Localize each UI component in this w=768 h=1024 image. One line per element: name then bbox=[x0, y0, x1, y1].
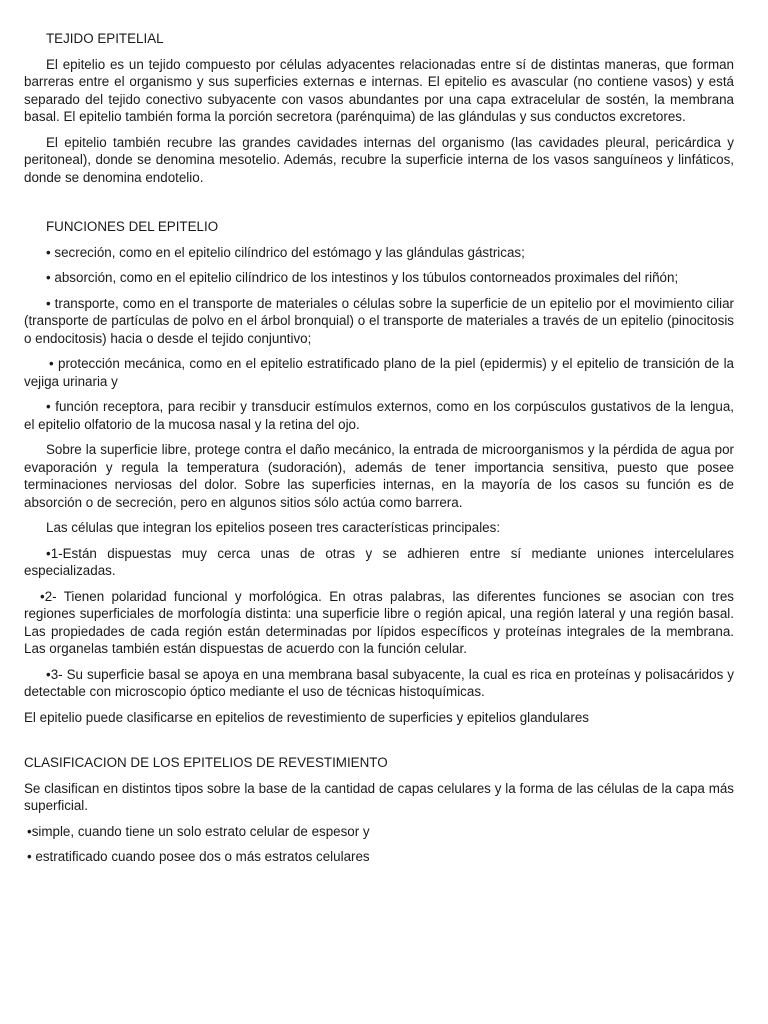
list-item-absorcion: • absorción, como en el epitelio cilíndrico de los intestinos y los túbulos contorneados proximales del riñón; bbox=[46, 270, 679, 285]
paragraph-intro: El epitelio es un tejido compuesto por células adyacentes relacionadas entre sí de distintas maneras, que forman barreras entre el organismo y sus superficies externas e internas. El epitelio es avascular (no contiene vasos) y está separado del tejido conectivo subyacente con vasos abundantes por una capa extracelular de sostén, la membrana basal. El epitelio también forma la porción secretora (parénquima) de las glándulas y sus conductos excretores. bbox=[24, 56, 734, 124]
paragraph-clasificacion: El epitelio puede clasificarse en epitelios de revestimiento de superficies y epitelios glandulares bbox=[24, 709, 589, 725]
list-item-proteccion: • protección mecánica, como en el epitelio estratificado plano de la piel (epidermis) y el epitelio de transición de la vejiga urinaria y bbox=[24, 356, 734, 389]
paragraph-tipos: Se clasifican en distintos tipos sobre la base de la cantidad de capas celulares y la forma de las células de la capa más superficial. bbox=[24, 780, 734, 813]
paragraph-superficie-libre: Sobre la superficie libre, protege contra el daño mecánico, la entrada de microorganismos y la pérdida de agua por evaporación y regula la temperatura (sudoración), además de tener importancia sensitiva, puesto que posee terminaciones nerviosas del dolor. Sobre las superficies internas, en la mayoría de los casos su función es de absorción o de secreción, pero en algunos sitios sólo actúa como barrera. bbox=[24, 442, 734, 510]
list-item-simple: •simple, cuando tiene un solo estrato celular de espesor y bbox=[27, 823, 370, 839]
section-title-funciones: FUNCIONES DEL EPITELIO bbox=[46, 219, 219, 234]
feature-item-1: •1-Están dispuestas muy cerca unas de otras y se adhieren entre sí mediante uniones intercelulares especializadas. bbox=[24, 545, 734, 578]
list-item-transporte: • transporte, como en el transporte de materiales o células sobre la superficie de un epitelio por el movimiento ciliar (transporte de partículas de polvo en el árbol bronquial) o el transporte de materiales a través de un epitelio (pinocitosis o endocitosis) hacia o desde el tejido conjuntivo; bbox=[24, 295, 734, 346]
feature-item-3: •3- Su superficie basal se apoya en una membrana basal subyacente, la cual es rica en proteínas y polisacáridos y detectable con microscopio óptico mediante el uso de técnicas histoquímicas. bbox=[24, 666, 734, 699]
section-title-clasificacion: CLASIFICACION DE LOS EPITELIOS DE REVESTIMIENTO bbox=[24, 755, 388, 770]
feature-item-2: •2- Tienen polaridad funcional y morfológica. En otras palabras, las diferentes funciones se asocian con tres regiones superficiales de morfología distinta: una superficie libre o región apical, una región lateral y una región basal. Las propiedades de cada región están determinadas por lípidos específicos y proteínas integrales de la membrana. Las organelas también están dispuestas de acuerdo con la función celular. bbox=[24, 588, 734, 656]
document-page bbox=[24, 30, 734, 874]
list-item-estratificado: • estratificado cuando posee dos o más estratos celulares bbox=[27, 849, 370, 864]
list-item-secrecion: • secreción, como en el epitelio cilíndrico del estómago y las glándulas gástricas; bbox=[46, 244, 525, 260]
paragraph-mesotelio: El epitelio también recubre las grandes cavidades internas del organismo (las cavidades pleural, pericárdica y peritoneal), donde se denomina mesotelio. Además, recubre la superficie interna de los vasos sanguíneos y linfáticos, donde se denomina endotelio. bbox=[24, 134, 734, 185]
section-title-tejido-epitelial: TEJIDO EPITELIAL bbox=[46, 31, 164, 46]
paragraph-caracteristicas: Las células que integran los epitelios poseen tres características principales: bbox=[46, 520, 501, 535]
list-item-receptora: • función receptora, para recibir y transducir estímulos externos, como en los corpúsculos gustativos de la lengua, el epitelio olfatorio de la mucosa nasal y la retina del ojo. bbox=[24, 399, 734, 432]
